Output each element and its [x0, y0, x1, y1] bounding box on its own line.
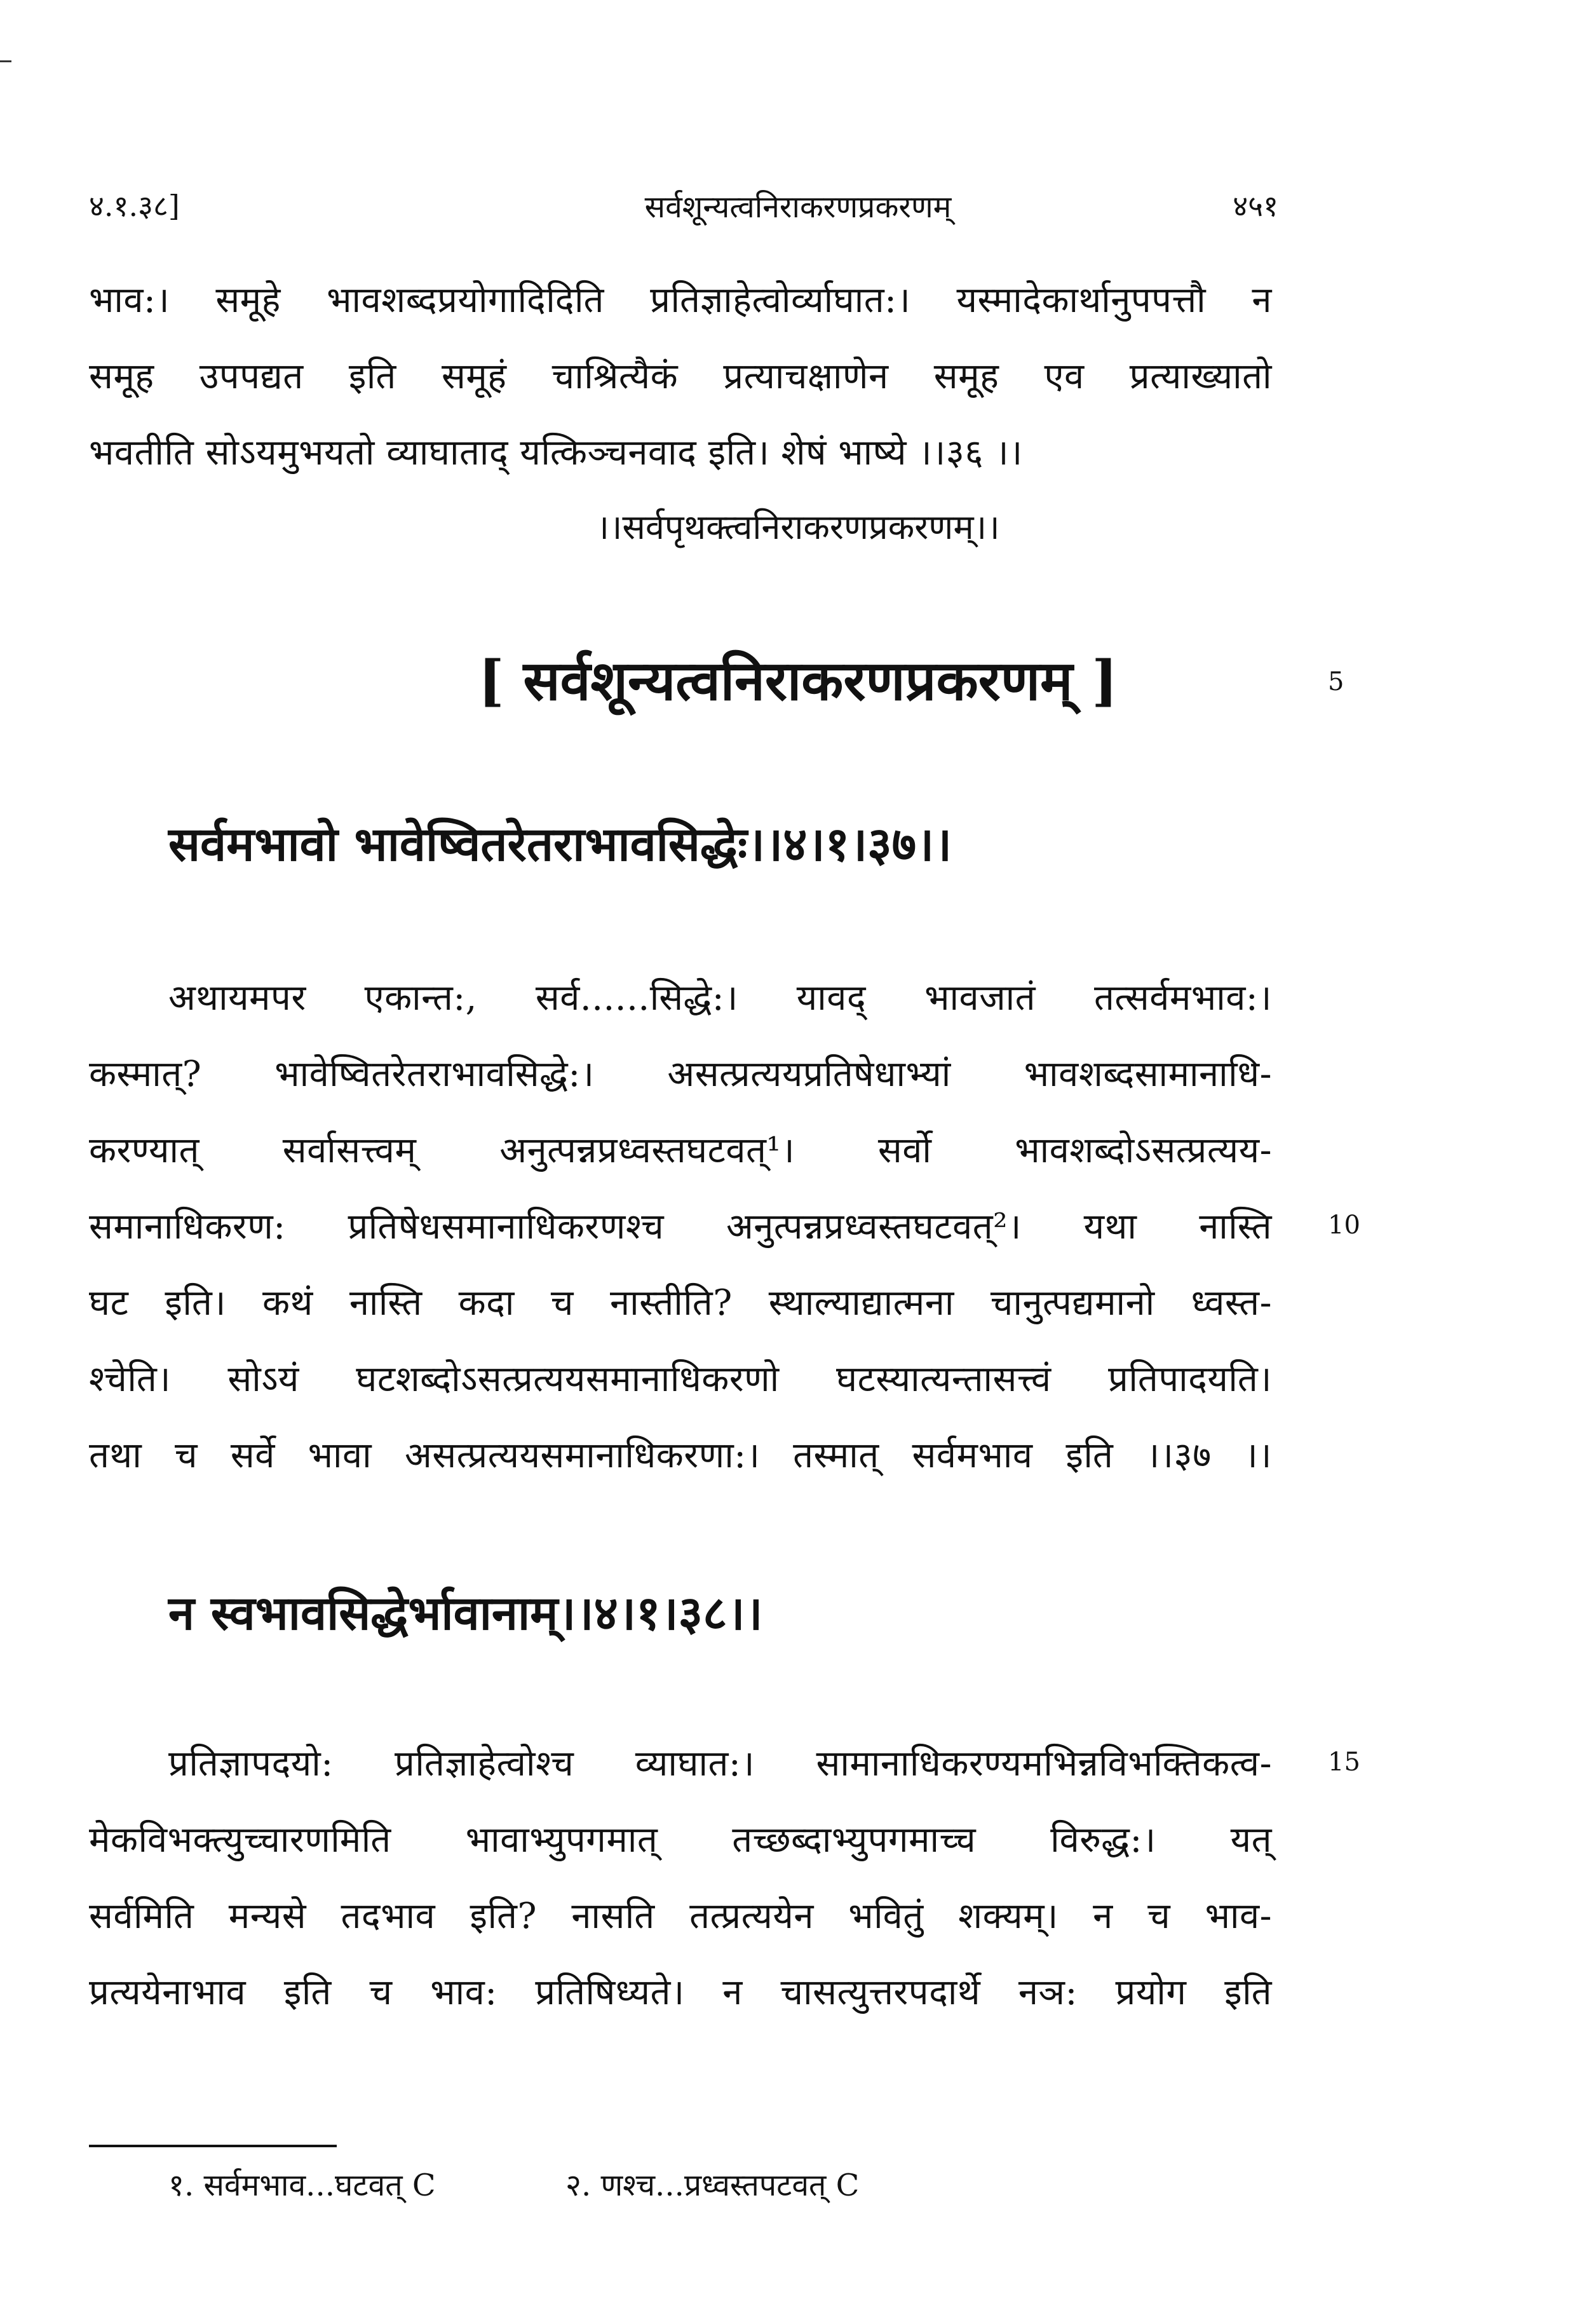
para2-line-1: अथायमपर एकान्त:, सर्व......सिद्धे:। यावद् भावजातं तत्सर्वमभाव:। [168, 977, 1272, 1019]
para2-line-3: करण्यात् सर्वासत्त्वम् अनुत्पन्नप्रध्वस्तघटवत्¹। सर्वो भावशब्दोऽसत्प्रत्यय- [89, 1130, 1272, 1171]
para3-line-2: मेकविभक्त्युच्चारणमिति भावाभ्युपगमात् तच्छब्दाभ्युपगमाच्च विरुद्ध:। यत् [89, 1819, 1272, 1861]
running-header [0, 186, 1596, 236]
para2-line-7: तथा च सर्वे भावा असत्प्रत्ययसमानाधिकरणा:। तस्मात् सर्वमभाव इति ।।३७ ।। [89, 1435, 1272, 1476]
header-sutra-ref: ४.१.३८] [89, 189, 180, 223]
para2-line-6: श्चेति। सोऽयं घटशब्दोऽसत्प्रत्ययसमानाधिकरणो घटस्यात्यन्तासत्त्वं प्रतिपादयति। [89, 1359, 1272, 1400]
sutra-37: सर्वमभावो भावेष्वितरेतराभावसिद्धेः।।४।१।३७।। [168, 817, 952, 872]
footnote-1: १. सर्वमभाव...घटवत् C [168, 2168, 436, 2203]
section-title: [ सर्वशून्यत्वनिराकरणप्रकरणम् ] [478, 649, 1118, 713]
header-title: सर्वशून्यत्वनिराकरणप्रकरणम् [644, 189, 952, 225]
page-number: ४५१ [1233, 189, 1278, 223]
para3-line-4: प्रत्ययेनाभाव इति च भाव: प्रतिषिध्यते। न चासत्युत्तरपदार्थे नञ: प्रयोग इति [89, 1972, 1272, 2013]
para2-line-2: कस्मात्? भावेष्वितरेतराभावसिद्धे:। असत्प्रत्ययप्रतिषेधाभ्यां भावशब्दसामानाधि- [89, 1054, 1272, 1095]
footnote-2: २. णश्च...प्रध्वस्तपटवत् C [565, 2168, 860, 2203]
sutra-38: न स्वभावसिद्धेर्भावानाम्।।४।१।३८।। [168, 1586, 763, 1641]
para3-line-1: प्रतिज्ञापदयो: प्रतिज्ञाहेत्वोश्च व्याघात:। सामानाधिकरण्यमभिन्नविभक्तिकत्व- [168, 1743, 1272, 1784]
para2-line-4: समानाधिकरण: प्रतिषेधसमानाधिकरणश्च अनुत्पन्नप्रध्वस्तघटवत्²। यथा नास्ति [89, 1206, 1272, 1247]
line-number-5: 5 [1328, 667, 1344, 696]
page-edge-mark [0, 60, 11, 62]
footnote-rule [89, 2145, 337, 2147]
para1-line-2: समूह उपपद्यत इति समूहं चाश्रित्यैकं प्रत्याचक्षाणेन समूह एव प्रत्याख्यातो [89, 356, 1272, 397]
line-number-10: 10 [1328, 1211, 1360, 1240]
para2-line-5: घट इति। कथं नास्ति कदा च नास्तीति? स्थाल्याद्यात्मना चानुत्पद्यमानो ध्वस्त- [89, 1282, 1272, 1324]
line-number-15: 15 [1328, 1748, 1360, 1777]
para1-line-1: भाव:। समूहे भावशब्दप्रयोगादिदिति प्रतिज्ञाहेत्वोर्व्याघात:। यस्मादेकार्थानुपपत्तौ न [89, 280, 1272, 321]
para3-line-3: सर्वमिति मन्यसे तदभाव इति? नासति तत्प्रत्ययेन भवितुं शक्यम्। न च भाव- [89, 1896, 1272, 1937]
para1-line-3: भवतीति सोऽयमुभयतो व्याघाताद् यत्किञ्चनवाद इति। शेषं भाष्ये ।।३६ ।। [89, 432, 1023, 473]
prakarana-colophon: ।।सर्वपृथक्त्वनिराकरणप्रकरणम्।। [596, 507, 1000, 547]
